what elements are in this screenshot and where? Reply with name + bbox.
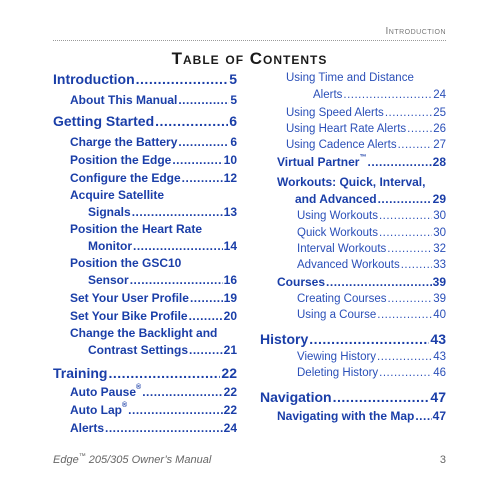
toc-entry-getting-started[interactable] xyxy=(53,113,237,129)
toc-entry-navigating-map[interactable] xyxy=(260,409,446,423)
entry-label: Training xyxy=(53,365,108,381)
entry-page: 22 xyxy=(223,403,237,417)
registered-mark: ® xyxy=(122,402,128,409)
entry-page: 6 xyxy=(230,135,237,149)
dot-leader xyxy=(136,71,229,87)
entry-page: 30 xyxy=(433,210,446,222)
toc-entry-charge-battery[interactable] xyxy=(53,135,237,149)
entry-page: 27 xyxy=(433,139,446,151)
entry-label: Introduction xyxy=(53,71,135,87)
entry-label: Auto Pause xyxy=(70,385,137,399)
entry-page: 24 xyxy=(433,89,446,101)
toc-entry-hr-monitor-line1[interactable]: Position the Heart Rate xyxy=(70,222,203,236)
entry-label: Creating Courses xyxy=(297,293,387,305)
toc-entry-workouts-line1[interactable]: Workouts: Quick, Interval, xyxy=(277,175,426,189)
entry-page: 33 xyxy=(433,259,446,271)
toc-entry-configure-edge[interactable] xyxy=(53,171,237,185)
toc-entry-navigation[interactable] xyxy=(260,389,446,405)
toc-entry-acquire-signals-line1[interactable]: Acquire Satellite xyxy=(70,188,165,202)
toc-entry-deleting-history[interactable] xyxy=(260,367,446,379)
entry-page: 43 xyxy=(433,351,446,363)
entry-page: 32 xyxy=(433,243,446,255)
toc-entry-hr-alerts[interactable] xyxy=(260,123,446,135)
entry-page: 21 xyxy=(223,343,237,357)
entry-page: 12 xyxy=(223,171,237,185)
dot-leader xyxy=(178,93,229,107)
toc-entry-courses[interactable] xyxy=(260,275,446,289)
dot-leader xyxy=(398,139,433,151)
dot-leader xyxy=(387,293,432,305)
toc-entry-cadence-alerts[interactable] xyxy=(260,139,446,151)
footer-product: Edge xyxy=(53,454,79,466)
entry-page: 16 xyxy=(223,273,237,287)
entry-label: Using a Course xyxy=(297,309,377,321)
dot-leader xyxy=(401,259,433,271)
entry-label: Using Cadence Alerts xyxy=(286,139,397,151)
dot-leader xyxy=(377,309,432,321)
entry-page: 47 xyxy=(430,389,446,405)
dot-leader xyxy=(172,153,222,167)
entry-page: 10 xyxy=(223,153,237,167)
entry-page: 47 xyxy=(432,409,446,423)
dot-leader xyxy=(130,273,223,287)
dot-leader xyxy=(189,309,223,323)
dot-leader xyxy=(326,275,432,289)
dot-leader xyxy=(142,385,222,399)
entry-page: 6 xyxy=(229,113,237,129)
toc-entry-about-manual[interactable] xyxy=(53,93,237,107)
entry-label: About This Manual xyxy=(70,93,178,107)
trademark-mark: ™ xyxy=(78,453,86,460)
entry-label: Contrast Settings xyxy=(88,343,189,357)
dot-leader xyxy=(108,365,220,381)
entry-label: Alerts xyxy=(313,89,343,101)
entry-page: 14 xyxy=(223,239,237,253)
entry-page: 25 xyxy=(433,107,446,119)
dot-leader xyxy=(377,351,432,363)
entry-label: Signals xyxy=(88,205,131,219)
entry-label: Navigating with the Map xyxy=(277,409,415,423)
toc-entry-advanced-workouts[interactable] xyxy=(260,259,446,271)
entry-label: Alerts xyxy=(70,421,105,435)
toc-entry-backlight-line1[interactable]: Change the Backlight and xyxy=(70,326,218,340)
dot-leader xyxy=(379,227,432,239)
entry-page: 46 xyxy=(433,367,446,379)
entry-page: 29 xyxy=(432,192,446,206)
entry-page: 5 xyxy=(229,71,237,87)
dot-leader xyxy=(133,239,223,253)
toc-entry-workouts[interactable] xyxy=(260,192,446,206)
dot-leader xyxy=(387,243,432,255)
entry-page: 39 xyxy=(432,275,446,289)
entry-label: Courses xyxy=(277,275,326,289)
dot-leader xyxy=(132,205,223,219)
toc-entry-using-course[interactable] xyxy=(260,309,446,321)
entry-page: 22 xyxy=(221,365,237,381)
entry-label: Virtual Partner xyxy=(277,155,360,169)
toc-entry-time-distance-line1[interactable]: Using Time and Distance xyxy=(286,72,414,84)
toc-entry-quick-workouts[interactable] xyxy=(260,227,446,239)
entry-page: 13 xyxy=(223,205,237,219)
toc-entry-virtual-partner[interactable] xyxy=(260,155,446,169)
dot-leader xyxy=(367,155,431,169)
entry-label: Auto Lap xyxy=(70,403,122,417)
toc-entry-auto-pause[interactable] xyxy=(53,385,237,399)
toc-entry-speed-alerts[interactable] xyxy=(260,107,446,119)
trademark-mark: ™ xyxy=(359,154,367,161)
toc-entry-backlight-contrast[interactable] xyxy=(53,343,237,357)
toc-entry-auto-lap[interactable] xyxy=(53,403,237,417)
toc-entry-introduction[interactable] xyxy=(53,71,237,87)
entry-label: Configure the Edge xyxy=(70,171,181,185)
entry-label: Viewing History xyxy=(297,351,377,363)
dot-leader xyxy=(415,409,431,423)
entry-label: Getting Started xyxy=(53,113,155,129)
entry-label: Interval Workouts xyxy=(297,243,387,255)
toc-entry-bike-profile[interactable] xyxy=(53,309,237,323)
page-number: 3 xyxy=(439,454,446,466)
page-title: Table of Contents xyxy=(171,49,328,68)
toc-entry-gsc10-line1[interactable]: Position the GSC10 xyxy=(70,256,182,270)
dot-leader xyxy=(379,210,432,222)
entry-label: Using Workouts xyxy=(297,210,378,222)
entry-page: 39 xyxy=(433,293,446,305)
toc-entry-position-edge[interactable] xyxy=(53,153,237,167)
dot-leader xyxy=(155,113,228,129)
dot-leader xyxy=(378,192,432,206)
entry-page: 19 xyxy=(223,291,237,305)
toc-entry-user-profile[interactable] xyxy=(53,291,237,305)
entry-label: and Advanced xyxy=(295,192,377,206)
entry-label: Monitor xyxy=(88,239,132,253)
entry-page: 43 xyxy=(430,331,446,347)
dot-leader xyxy=(189,343,223,357)
toc-entry-using-workouts[interactable] xyxy=(260,210,446,222)
entry-label: Using Heart Rate Alerts xyxy=(286,123,407,135)
entry-label: Quick Workouts xyxy=(297,227,378,239)
dot-leader xyxy=(182,171,223,185)
toc-entry-creating-courses[interactable] xyxy=(260,293,446,305)
entry-label: Advanced Workouts xyxy=(297,259,400,271)
dot-leader xyxy=(379,367,432,379)
dot-leader xyxy=(407,123,432,135)
entry-page: 28 xyxy=(432,155,446,169)
toc-entry-acquire-signals[interactable] xyxy=(53,205,237,219)
toc-entry-gsc10-sensor[interactable] xyxy=(53,273,237,287)
toc-entry-training[interactable] xyxy=(53,365,237,381)
entry-label: Set Your Bike Profile xyxy=(70,309,188,323)
toc-entry-history[interactable] xyxy=(260,331,446,347)
dot-leader xyxy=(105,421,223,435)
entry-label: Position the Edge xyxy=(70,153,172,167)
toc-entry-hr-monitor[interactable] xyxy=(53,239,237,253)
entry-label: Navigation xyxy=(260,389,332,405)
toc-entry-alerts[interactable] xyxy=(53,421,237,435)
dot-leader xyxy=(385,107,432,119)
footer-manual: 205/305 Owner’s Manual xyxy=(85,454,212,466)
entry-label: Sensor xyxy=(88,273,129,287)
dot-leader xyxy=(343,89,432,101)
entry-label: History xyxy=(260,331,309,347)
running-header: Introduction xyxy=(385,26,446,37)
toc-entry-interval-workouts[interactable] xyxy=(260,243,446,255)
registered-mark: ® xyxy=(136,384,142,391)
dot-leader xyxy=(333,389,430,405)
entry-label: Set Your User Profile xyxy=(70,291,189,305)
dot-leader xyxy=(309,331,429,347)
footer-manual-title xyxy=(53,454,211,466)
header-divider xyxy=(53,40,446,41)
toc-entry-viewing-history[interactable] xyxy=(260,351,446,363)
entry-page: 24 xyxy=(223,421,237,435)
entry-page: 22 xyxy=(223,385,237,399)
toc-entry-time-distance-alerts[interactable] xyxy=(260,89,446,101)
entry-page: 5 xyxy=(230,93,237,107)
entry-page: 30 xyxy=(433,227,446,239)
entry-page: 26 xyxy=(433,123,446,135)
dot-leader xyxy=(128,403,222,417)
dot-leader xyxy=(190,291,223,305)
entry-label: Charge the Battery xyxy=(70,135,178,149)
entry-page: 40 xyxy=(433,309,446,321)
dot-leader xyxy=(178,135,229,149)
entry-label: Deleting History xyxy=(297,367,379,379)
entry-label: Using Speed Alerts xyxy=(286,107,384,119)
entry-page: 20 xyxy=(223,309,237,323)
